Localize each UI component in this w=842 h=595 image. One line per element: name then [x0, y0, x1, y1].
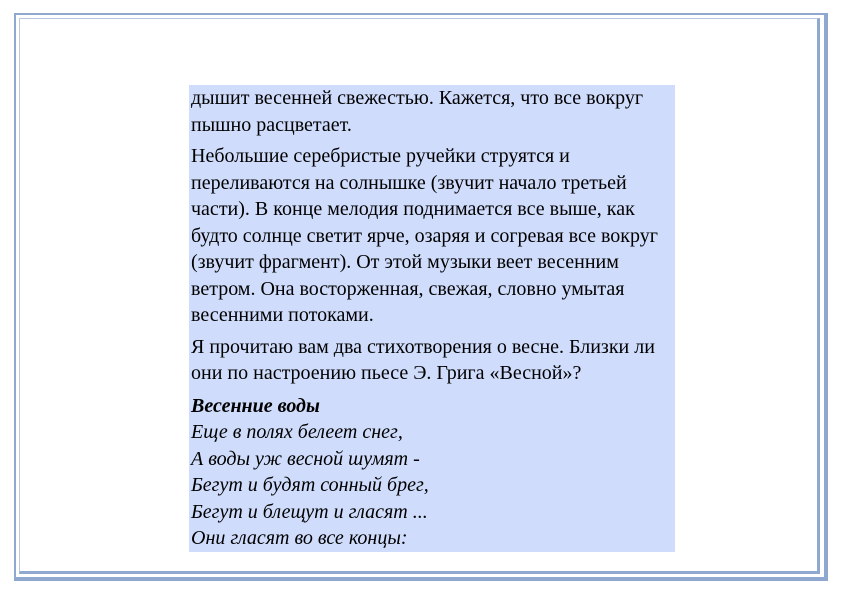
paragraph-2: Небольшие серебристые ручейки струятся и переливаются на солнышке (звучит начало третьей части). В конце мелодия поднимается все выше, как будто солнце светит ярче, озаряя и согревая все вокруг (звучит фрагмент). От этой музыки веет весенним ветром. Она восторженная, свежая, словно умытая весенними потоками.	[191, 145, 658, 326]
poem-line-2: А воды уж весной шумят -	[191, 447, 420, 470]
paragraph-3: Я прочитаю вам два стихотворения о весне. Близки ли они по настроению пьесе Э. Грига «Весной»?	[191, 335, 655, 384]
poem-title: Весенние воды	[191, 394, 320, 417]
poem	[191, 393, 671, 552]
poem-line-5: Они гласят во все концы:	[191, 527, 408, 549]
poem-line-1: Еще в полях белеет снег,	[191, 421, 403, 443]
poem-line-3: Бегут и будят сонный брег,	[191, 474, 429, 496]
poem-line-4: Бегут и блещут и гласят ...	[191, 500, 428, 523]
paragraph-1: дышит весенней свежестью. Кажется, что все вокруг пышно расцветает.	[191, 87, 644, 136]
text-block	[189, 85, 675, 552]
